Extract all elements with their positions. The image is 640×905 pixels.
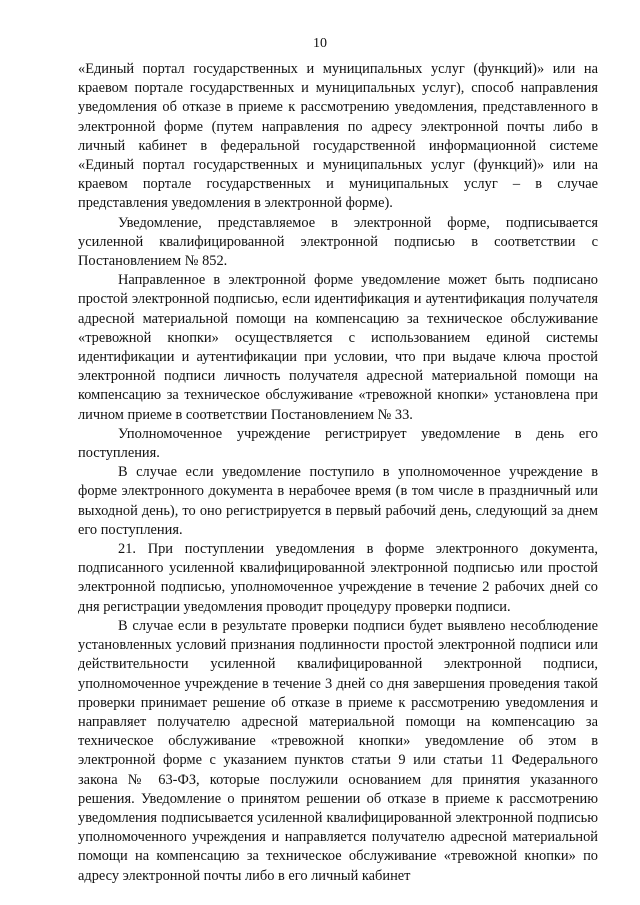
page-number: 10 [313, 36, 327, 51]
document-body [78, 60, 598, 886]
paragraph-nonworking-time: В случае если уведомление поступило в уполномоченное учреждение в форме электронного документа в нерабочее время (в том числе в праздничный или выходной день), то оно регистрируется в первый рабочий день, следующий за днем его поступления. [78, 464, 598, 538]
paragraph-registration: Уполномоченное учреждение регистрирует уведомление в день его поступления. [78, 425, 598, 462]
paragraph-item-21: 21. При поступлении уведомления в форме электронного документа, подписанного усиленной квалифицированной электронной подписью или простой электронной подписью, уполномоченное учреждение в течение 2 рабочих дней со дня регистрации уведомления проводит процедуру проверки подписи. [78, 541, 598, 615]
paragraph-continuation: «Единый портал государственных и муниципальных услуг (функций)» или на краевом портале государственных и муниципальных услуг), способ направления уведомления об отказе в приеме к рассмотрению уведомления, представленного в электронной форме (путем направления по адресу электронной почты либо в личный кабинет в федеральной государственной информационной системе «Единый портал государственных и муниципальных услуг (функций)» или на краевом портале государственных и муниципальных услуг – в случае представления уведомления в электронной форме). [78, 61, 598, 212]
paragraph-signature-requirement: Уведомление, представляемое в электронной форме, подписывается усиленной квалифицированной электронной подписью в соответствии с Постановлением № 852. [78, 214, 598, 270]
paragraph-simple-signature: Направленное в электронной форме уведомление может быть подписано простой электронной подписью, если идентификация и аутентификация получателя адресной материальной помощи на компенсацию за техническое обслуживание «тревожной кнопки» осуществляется с использованием единой системы идентификации и аутентификации при условии, что при выдаче ключа простой электронной подписи личность получателя адресной материальной помощи на компенсацию за техническое обслуживание «тревожной кнопки» установлена при личном приеме в соответствии Постановлением № 33. [78, 272, 598, 423]
paragraph-verification-failure: В случае если в результате проверки подписи будет выявлено несоблюдение установленных условий признания подлинности простой электронной подписи или действительности усиленной квалифицированной электронной подписи, уполномоченное учреждение в течение 3 дней со дня завершения проведения такой проверки принимает решение об отказе в приеме к рассмотрению уведомления и направляет получателю адресной материальной помощи на компенсацию за техническое обслуживание «тревожной кнопки» уведомление об этом в электронной форме с указанием пунктов статьи 9 или статьи 11 Федерального закона № 63-ФЗ, которые послужили основанием для принятия указанного решения. Уведомление о принятом решении об отказе в приеме к рассмотрению уведомления подписывается усиленной квалифицированной электронной подписью уполномоченного учреждения и направляется получателю адресной материальной помощи на компенсацию за техническое обслуживание «тревожной кнопки» по адресу электронной почты либо в его личный кабинет [78, 617, 598, 884]
